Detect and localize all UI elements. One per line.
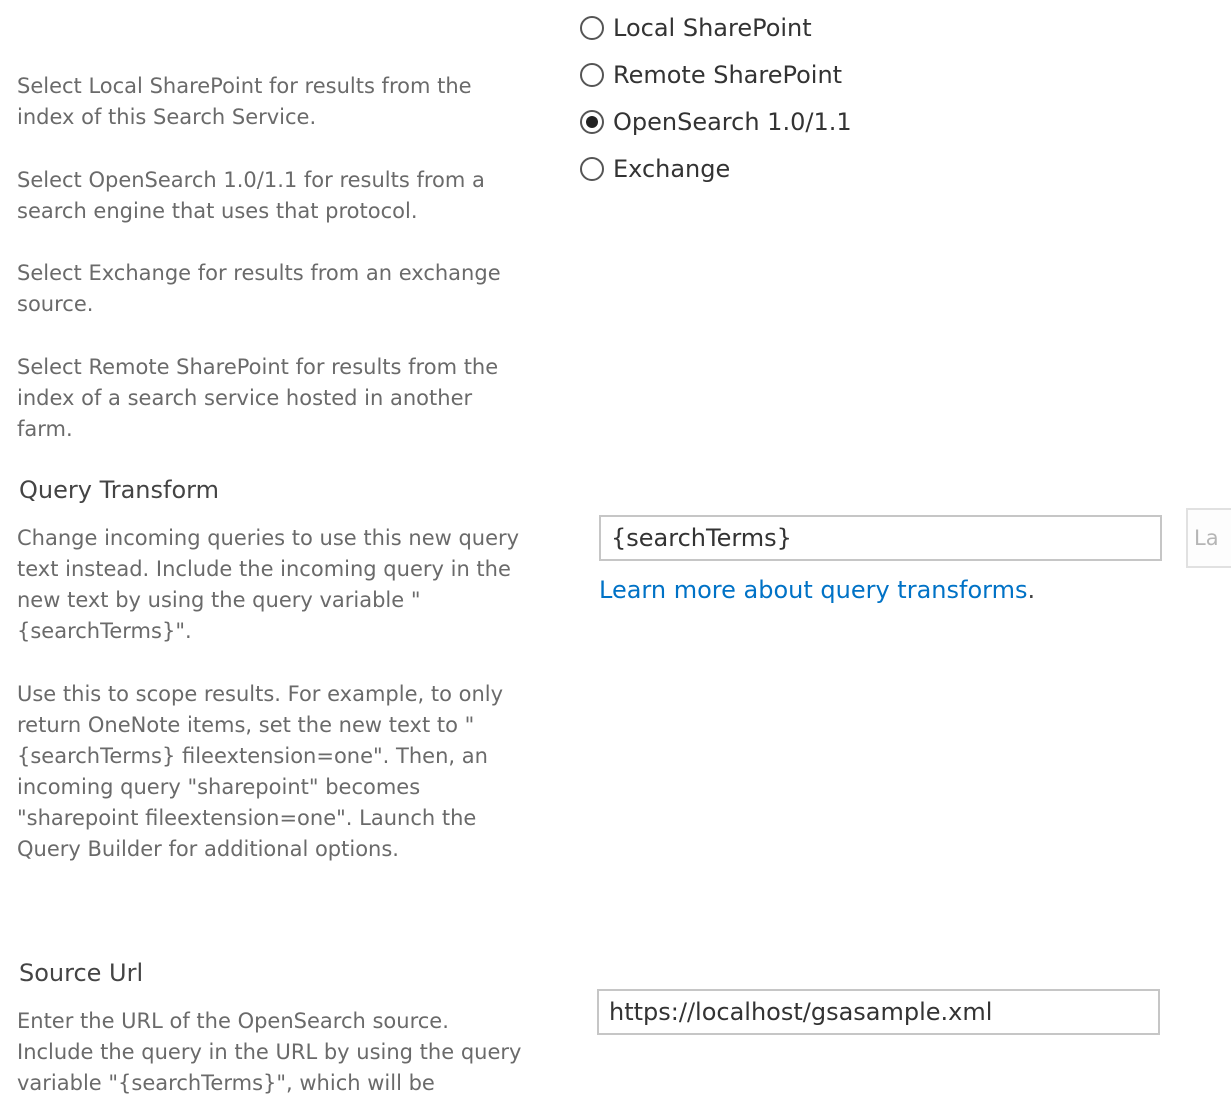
radio-button-icon[interactable]: [580, 63, 604, 87]
radio-button-checked-icon[interactable]: [580, 110, 604, 134]
radio-remote-sharepoint[interactable]: [580, 60, 842, 90]
source-type-help-local: Select Local SharePoint for results from the index of this Search Service.: [17, 74, 472, 129]
source-url-help: Enter the URL of the OpenSearch source. Include the query in the URL by using the query variable "{searchTerms}", which will be: [17, 1009, 522, 1095]
radio-opensearch[interactable]: [580, 107, 852, 137]
query-transform-help-2: Use this to scope results. For example, to only return OneNote items, set the new text to "{searchTerms} fileextension=one". Then, an incoming query "sharepoint" becomes "sharepoint fileextension=one". Launch the Query Builder for additional options.: [17, 682, 504, 861]
learn-more-suffix: .: [1027, 576, 1036, 604]
query-transform-help-1: Change incoming queries to use this new query text instead. Include the incoming query in the new text by using the query variable "{searchTerms}".: [17, 526, 520, 643]
source-type-help-remote: Select Remote SharePoint for results from the index of a search service hosted in another farm.: [17, 355, 499, 441]
radio-label: Exchange: [613, 155, 731, 183]
launch-query-builder-button[interactable]: La: [1186, 508, 1231, 568]
query-transform-title: Query Transform: [19, 476, 219, 504]
source-type-help-opensearch: Select OpenSearch 1.0/1.1 for results from a search engine that uses that protocol.: [17, 168, 485, 223]
radio-label: Local SharePoint: [613, 14, 812, 42]
learn-more-query-transforms[interactable]: [599, 576, 1035, 604]
radio-button-icon[interactable]: [580, 157, 604, 181]
radio-label: OpenSearch 1.0/1.1: [613, 108, 852, 136]
source-url-title: Source Url: [19, 959, 144, 987]
source-type-help-exchange: Select Exchange for results from an exchange source.: [17, 261, 501, 316]
radio-exchange[interactable]: [580, 154, 730, 184]
learn-more-link[interactable]: Learn more about query transforms: [599, 576, 1028, 604]
radio-button-icon[interactable]: [580, 16, 604, 40]
query-transform-input[interactable]: [599, 515, 1162, 561]
radio-local-sharepoint[interactable]: [580, 13, 812, 43]
source-url-input[interactable]: [597, 989, 1160, 1035]
radio-label: Remote SharePoint: [613, 61, 843, 89]
